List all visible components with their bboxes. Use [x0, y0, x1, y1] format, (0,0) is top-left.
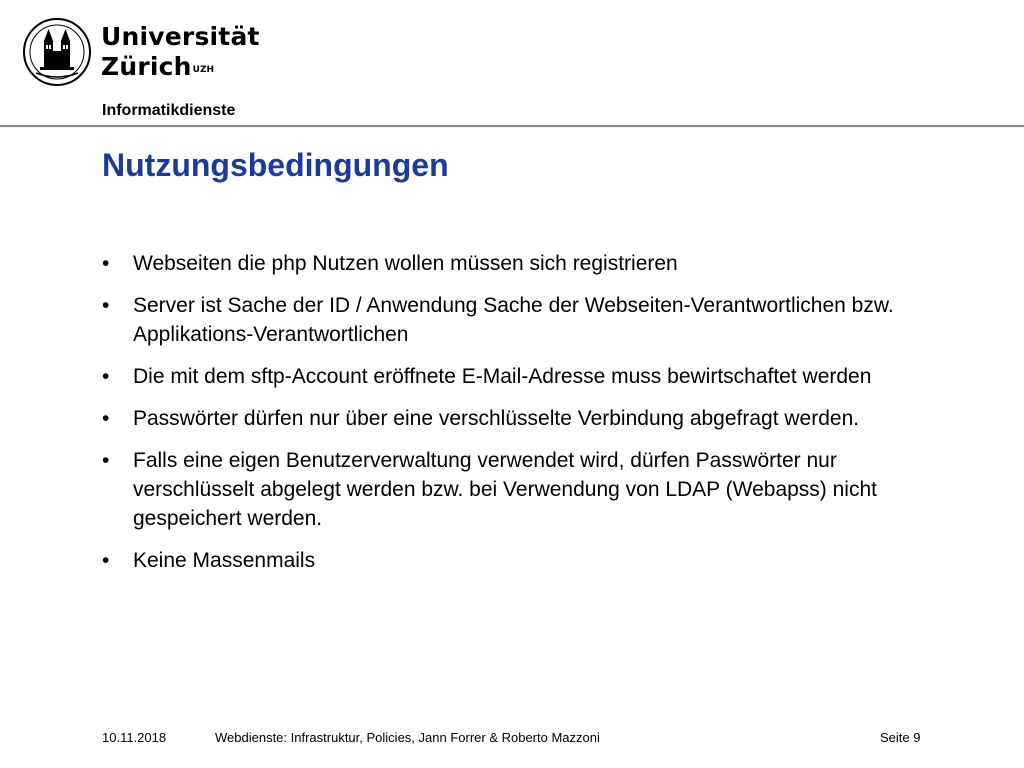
bullet-item [102, 446, 942, 533]
slide-title: Nutzungsbedingungen [102, 147, 449, 183]
department-label: Informatikdienste [102, 102, 236, 119]
page-number: Seite 9 [880, 730, 921, 745]
university-logo-text [101, 22, 260, 82]
footer-info: Webdienste: Infrastruktur, Policies, Jann Forrer & Roberto Mazzoni [215, 730, 600, 745]
bullet-text: Webseiten die php Nutzen wollen müssen sich registrieren [133, 252, 678, 275]
bullet-item [102, 546, 942, 575]
bullet-text: Falls eine eigen Benutzerverwaltung verwendet wird, dürfen Passwörter nur verschlüsselt abgelegt werden bzw. bei Verwendung von LDAP (Webapss) nicht gespeichert werden. [133, 449, 877, 530]
bullet-item [102, 249, 942, 278]
logo-city: Zürich [101, 52, 192, 81]
university-seal-icon [22, 17, 92, 87]
bullet-glyph: • [102, 252, 110, 275]
bullet-text: Passwörter dürfen nur über eine verschlüsselte Verbindung abgefragt werden. [133, 407, 860, 430]
bullet-glyph: • [102, 549, 110, 572]
bullet-glyph: • [102, 365, 110, 388]
bullet-text: Server ist Sache der ID / Anwendung Sache der Webseiten-Verantwortlichen bzw. Applikations-Verantwortlichen [133, 294, 894, 346]
header-divider [0, 125, 1024, 127]
footer-date: 10.11.2018 [102, 730, 167, 745]
bullet-text: Die mit dem sftp-Account eröffnete E-Mail-Adresse muss bewirtschaftet werden [133, 365, 872, 388]
bullet-item [102, 404, 942, 433]
bullet-glyph: • [102, 449, 110, 472]
logo-line-2 [101, 52, 260, 82]
bullet-item [102, 362, 942, 391]
bullet-glyph: • [102, 294, 110, 317]
bullet-glyph: • [102, 407, 110, 430]
logo-suffix: UZH [192, 65, 215, 75]
bullet-text: Keine Massenmails [133, 549, 316, 572]
bullet-item [102, 291, 942, 349]
bullet-list [102, 249, 942, 588]
logo-line-1: Universität [101, 22, 260, 51]
